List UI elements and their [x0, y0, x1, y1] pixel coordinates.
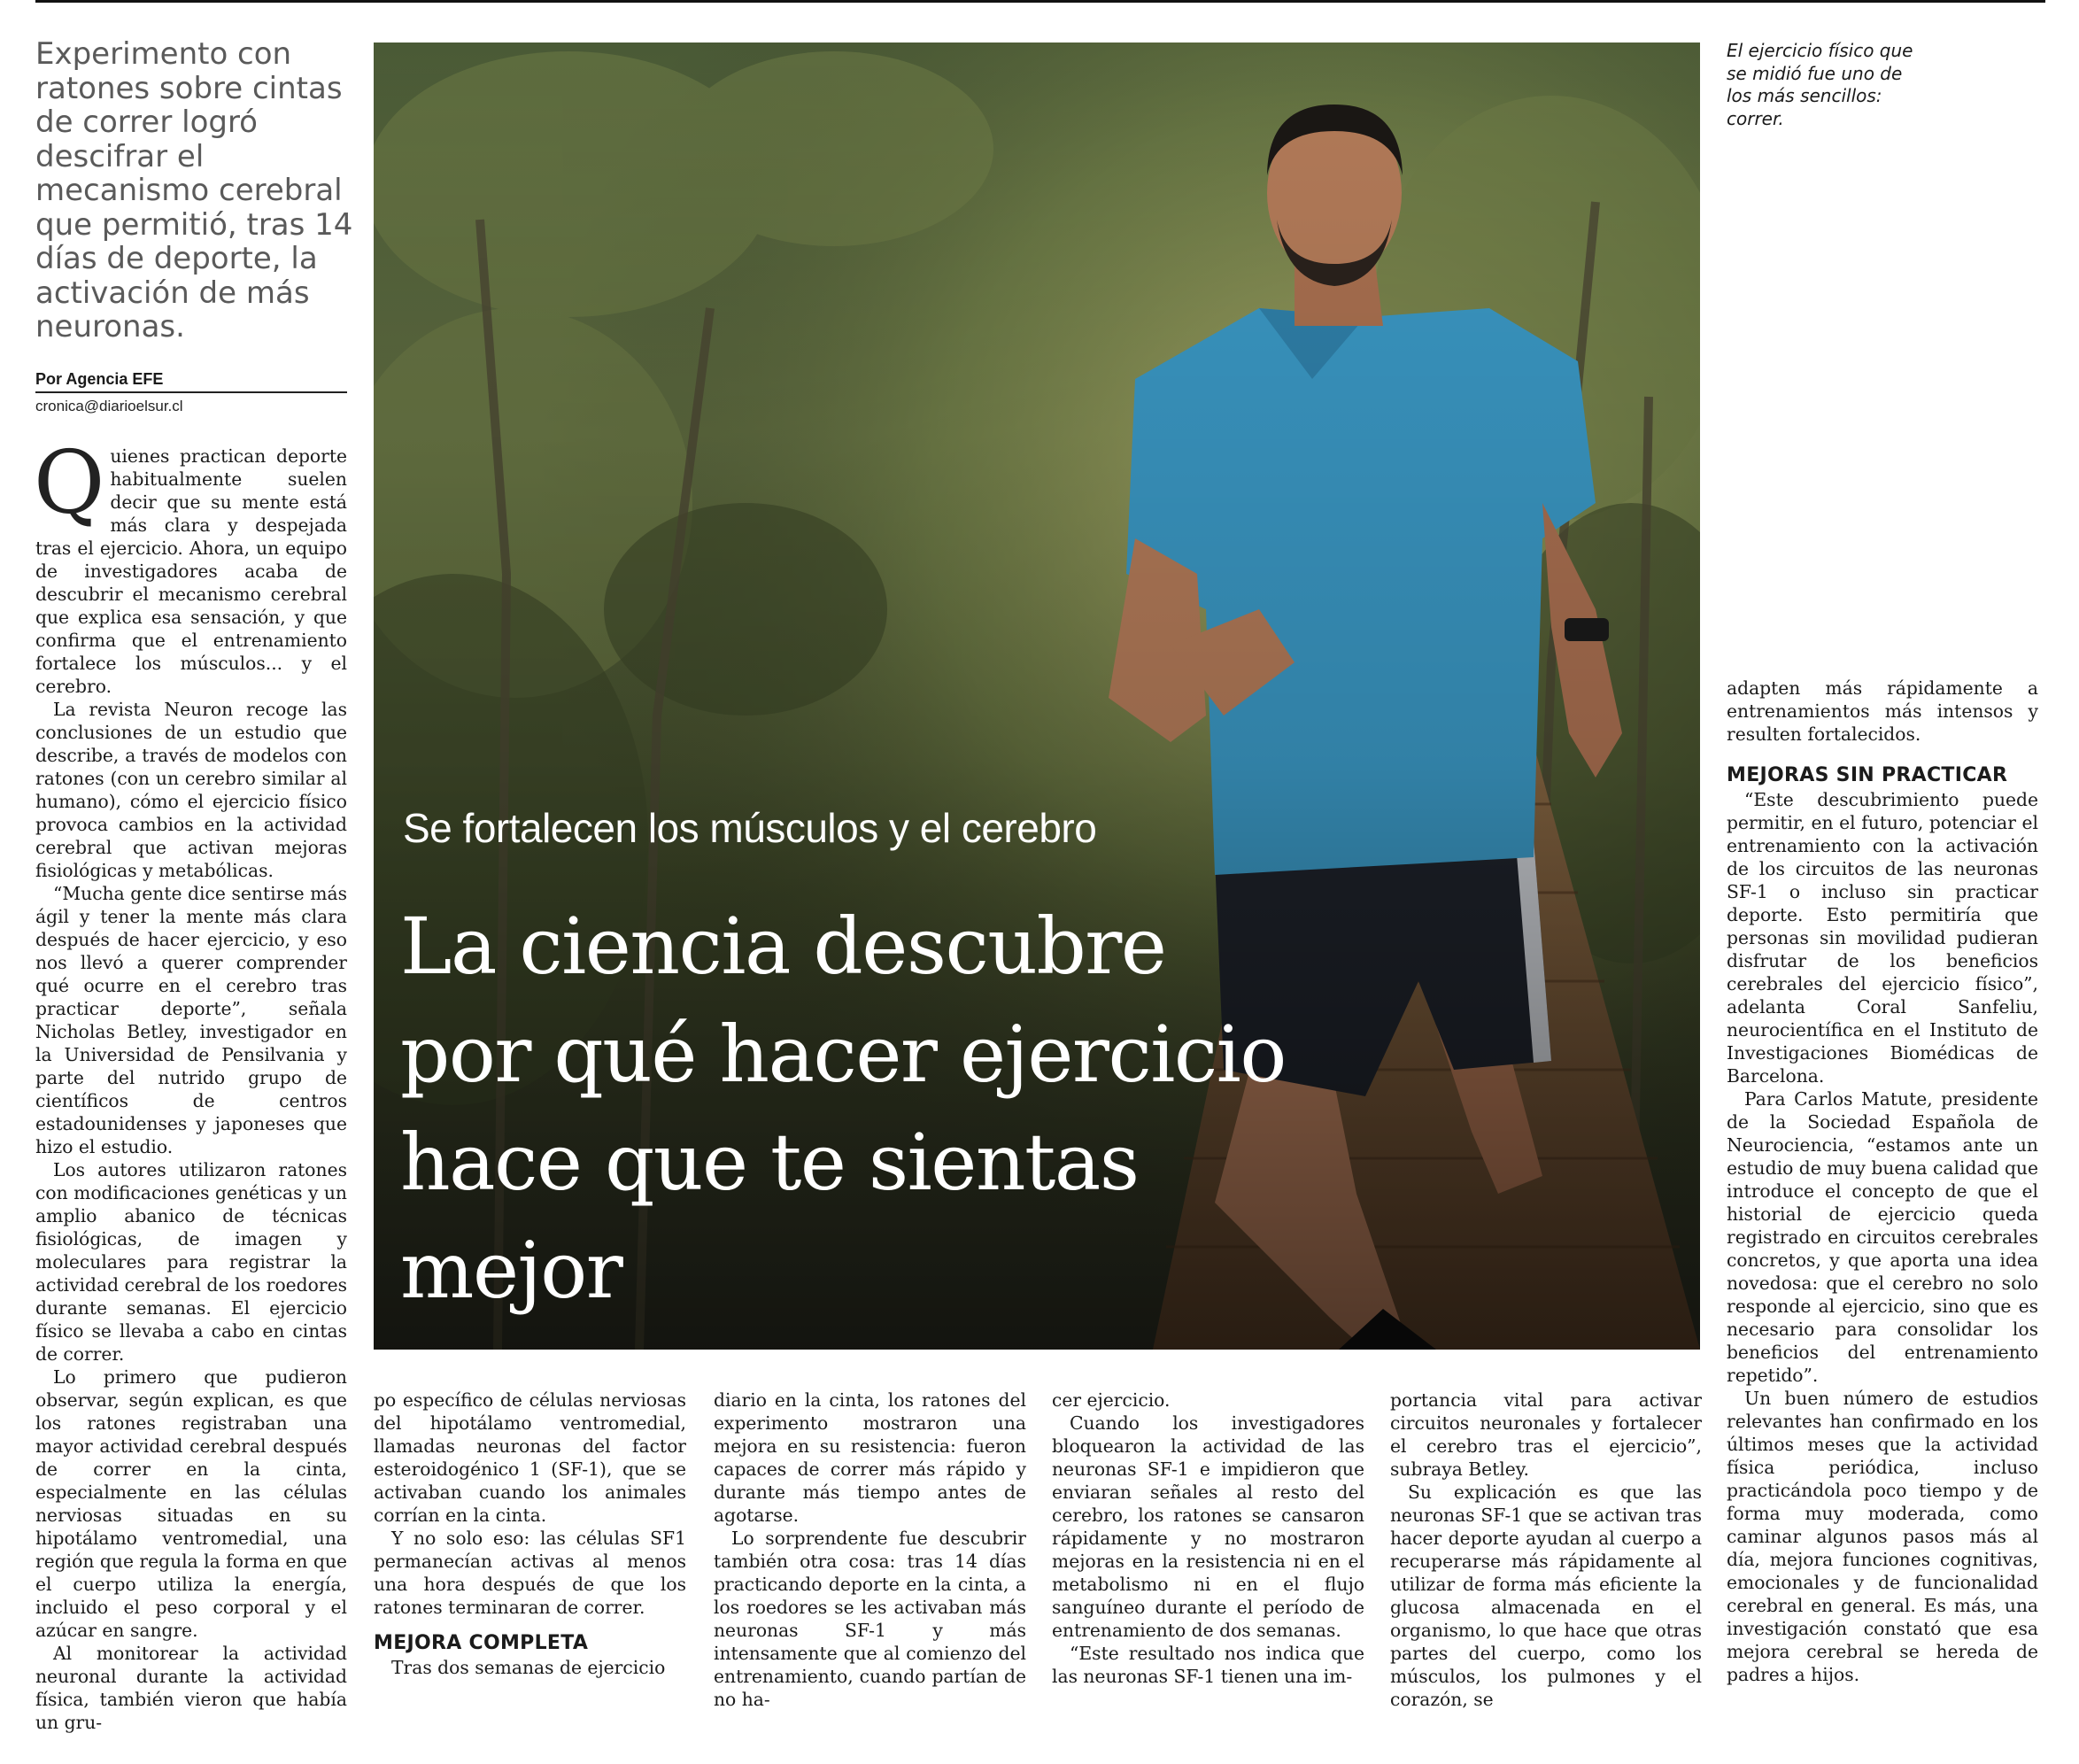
paragraph: Cuando los investigadores bloquearon la actividad de las neuronas SF-1 e impidieron que enviaran señales al resto del cerebro, los ratones se cansaron rápidamente y no mostraron mejoras en la resistencia ni en el metabolismo ni en el flujo sanguíneo durante el período de entrenamiento de dos semanas. — [1052, 1412, 1364, 1641]
paragraph: Los autores utilizaron ratones con modificaciones genéticas y un amplio abanico de técnicas fisiológicas, de imagen y moleculares para registrar la actividad cerebral de los roedores durante semanas. El ejercicio físico se llevaba a cabo en cintas de correr. — [35, 1159, 347, 1365]
drop-cap: Q — [34, 433, 105, 534]
subhead: MEJORA COMPLETA — [374, 1632, 589, 1654]
paragraph: cer ejercicio. — [1052, 1389, 1171, 1411]
column-5 — [1390, 1389, 1702, 1711]
paragraph: Lo primero que pudieron observar, según explican, es que los ratones registraban una mayor actividad cerebral después de correr en la cinta, especialmente en las células nerviosas situadas en su hipotálamo ventromedial, una región que regula la forma en que el cuerpo utiliza la energía, incluido el peso corporal y el azúcar en sangre. — [35, 1366, 347, 1641]
paragraph: “Este resultado nos indica que las neuronas SF-1 tienen una im- — [1052, 1643, 1364, 1687]
paragraph — [34, 433, 347, 698]
paragraph: Tras dos semanas de ejercicio — [391, 1657, 666, 1678]
paragraph: Lo sorprendente fue descubrir también otra cosa: tras 14 días practicando deporte en la cinta, a los roedores se les activaban más neuronas SF-1 y más intensamente que al comienzo del entrenamiento, cuando partían de no ha- — [714, 1528, 1026, 1710]
photo-caption: El ejercicio físico que se midió fue uno de los más sencillos: correr. — [1727, 40, 1913, 129]
article-deck: Experimento con ratones sobre cintas de correr logró descifrar el mecanismo cerebral que permitió, tras 14 días de deporte, la activación de más neuronas. — [35, 36, 353, 344]
column-2 — [374, 1389, 686, 1679]
paragraph-text: uienes practican deporte habitualmente suelen decir que su mente está más clara y despejada tras el ejercicio. Ahora, un equipo de investigadores acaba de descubrir el mecanismo cerebral que explica esa sensación, y que confirma que el entrenamiento fortalece los músculos... y el cerebro. — [35, 445, 347, 697]
column-4 — [1052, 1389, 1364, 1688]
paragraph: “Mucha gente dice sentirse más ágil y tener la mente más clara después de hacer ejercicio, y eso nos llevó a querer comprender qué ocurre en el cerebro tras practicar deporte”, señala Nicholas Betley, investigador en la Universidad de Pensilvania y parte del nutrido grupo de científicos de centros estadounidenses y japoneses que hizo el estudio. — [35, 883, 347, 1157]
paragraph: Un buen número de estudios relevantes han confirmado en los últimos meses que la actividad física periódica, incluso practicándola poco tiempo y de forma muy moderada, como caminar algunos pasos más al día, mejora funciones cognitivas, emocionales y de funcionalidad cerebral en general. Es más, una investigación constató que esa mejora cerebral se hereda de padres a hijos. — [1727, 1388, 2038, 1685]
paragraph: po específico de células nerviosas del hipotálamo ventromedial, llamadas neuronas del factor esteroidogénico 1 (SF-1), que se activaban cuando los animales corrían en la cinta. — [374, 1389, 686, 1526]
byline: Por Agencia EFE — [35, 370, 347, 393]
paragraph: diario en la cinta, los ratones del experimento mostraron una mejora en su resistencia: fueron capaces de correr más rápido y durante más tiempo antes de agotarse. — [714, 1389, 1026, 1526]
paragraph: Para Carlos Matute, presidente de la Sociedad Española de Neurociencia, “estamos ante un estudio de muy buena calidad que introduce el concepto de que el historial de ejercicio queda registrado en circuitos cerebrales concretos, y que aporta una idea novedosa: que el cerebro no solo responde al ejercicio, sino que es necesario para consolidar los beneficios del entrenamiento repetido”. — [1727, 1088, 2039, 1386]
paragraph: adapten más rápidamente a entrenamientos más intensos y resulten fortalecidos. — [1727, 677, 2038, 745]
column-6 — [1727, 677, 2038, 1686]
top-rule — [35, 0, 2045, 3]
photo-kicker: Se fortalecen los músculos y el cerebro — [403, 805, 1097, 851]
paragraph: “Este descubrimiento puede permitir, en el futuro, potenciar el entrenamiento con la activación de los circuitos de las neuronas SF-1 o incluso sin practicar deporte. Esto permitiría que personas sin movilidad pudieran disfrutar de los beneficios cerebrales del ejercicio físico”, adelanta Coral Sanfeliu, neurocientífica en el Instituto de Investigaciones Biomédicas de Barcelona. — [1727, 789, 2038, 1087]
headline: La ciencia descubre por qué hacer ejercicio hace que te sientas mejor — [400, 901, 1286, 1316]
subhead: MEJORAS SIN PRACTICAR — [1727, 764, 2008, 786]
paragraph: Su explicación es que las neuronas SF-1 que se activan tras hacer deporte ayudan al cuerpo a recuperarse más rápidamente al utilizar de forma más eficiente la glucosa almacenada en el organismo, lo que hace que otras partes del cuerpo, como los músculos, los pulmones y el corazón, se — [1390, 1482, 1702, 1710]
author-email: cronica@diarioelsur.cl — [35, 398, 183, 414]
paragraph: Al monitorear la actividad neuronal durante la actividad física, también vieron que había un gru- — [35, 1643, 347, 1733]
column-1 — [34, 433, 347, 1734]
column-3 — [714, 1389, 1026, 1711]
paragraph: portancia vital para activar circuitos neuronales y fortalecer el cerebro tras el ejercicio”, subraya Betley. — [1390, 1389, 1702, 1480]
paragraph: Y no solo eso: las células SF1 permanecían activas al menos una hora después de que los ratones terminaran de correr. — [374, 1528, 686, 1618]
paragraph: La revista Neuron recoge las conclusiones de un estudio que describe, a través de modelos con ratones (con un cerebro similar al humano), cómo el ejercicio físico provoca cambios en la actividad cerebral que activan mejoras fisiológicas y metabólicas. — [35, 699, 347, 881]
